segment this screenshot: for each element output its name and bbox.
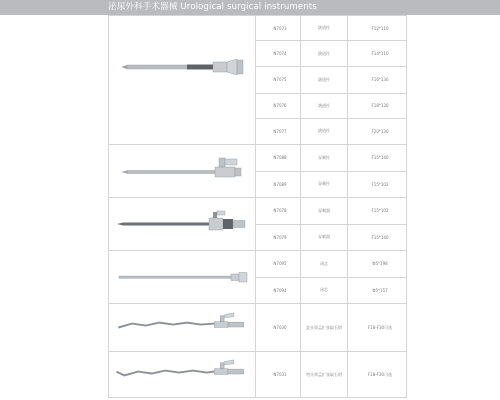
product-code: N7079	[256, 224, 301, 251]
product-name: 穿刺器	[301, 224, 348, 251]
product-name: 穿刺器	[301, 198, 348, 225]
table-row	[109, 145, 407, 172]
product-code: N7031	[256, 352, 301, 398]
product-code: N7094	[256, 277, 301, 304]
instrument-table	[108, 15, 407, 398]
product-name: 滚道针	[301, 118, 348, 144]
product-spec: F15*140	[348, 145, 407, 172]
product-code: N7075	[256, 67, 301, 93]
puncture-needle-icon	[109, 145, 255, 197]
instrument-image-trocar	[109, 198, 256, 251]
product-spec: F15*140	[348, 224, 407, 251]
product-name: 弯头肾盂扩张取石钳	[301, 352, 348, 398]
product-name: 闭芯	[301, 251, 348, 278]
instrument-image-dilator	[109, 16, 256, 145]
product-name: 直头肾盂扩张取石钳	[301, 304, 348, 352]
product-code: N7089	[256, 171, 301, 198]
product-code: N7073	[256, 16, 301, 41]
catalog-header-bar	[0, 0, 500, 15]
table-row	[109, 304, 407, 352]
instrument-image-puncture-needle	[109, 145, 256, 198]
product-code: N7030	[256, 304, 301, 352]
product-name: 穿刺针	[301, 171, 348, 198]
product-spec: F18-F30可选	[348, 352, 407, 398]
product-spec: F15*102	[348, 198, 407, 225]
product-name: 滚道针	[301, 41, 348, 67]
product-spec: F14*110	[348, 41, 407, 67]
product-spec: F16*130	[348, 67, 407, 93]
product-name: 滚道针	[301, 93, 348, 118]
product-name: 穿刺针	[301, 145, 348, 172]
trocar-icon	[109, 198, 255, 250]
product-spec: F18-F30可选	[348, 304, 407, 352]
product-code: N7074	[256, 41, 301, 67]
table-row	[109, 198, 407, 225]
dilator-icon	[109, 16, 255, 144]
product-code: N7077	[256, 118, 301, 144]
instrument-image-straight-forceps	[109, 304, 256, 352]
product-spec: Φ5*157	[348, 277, 407, 304]
product-name: 滚道针	[301, 67, 348, 93]
table-row	[109, 352, 407, 398]
obturator-icon	[109, 251, 255, 303]
instrument-image-obturator	[109, 251, 256, 304]
product-spec: F15*102	[348, 171, 407, 198]
product-code: N7076	[256, 93, 301, 118]
table-row	[109, 16, 407, 41]
product-spec: Φ5*198	[348, 251, 407, 278]
product-spec: F12*110	[348, 16, 407, 41]
product-code: N7095	[256, 251, 301, 278]
product-code: N7088	[256, 145, 301, 172]
product-name: 闭芯	[301, 277, 348, 304]
product-spec: F20*130	[348, 118, 407, 144]
curved-forceps-icon	[109, 352, 255, 397]
product-name: 滚道针	[301, 16, 348, 41]
product-code: N7078	[256, 198, 301, 225]
table-row	[109, 251, 407, 278]
product-spec: F18*130	[348, 93, 407, 118]
straight-forceps-icon	[109, 304, 255, 351]
instrument-image-curved-forceps	[109, 352, 256, 398]
catalog-title: 泌尿外科手术器械 Urological surgical instruments	[108, 2, 317, 12]
